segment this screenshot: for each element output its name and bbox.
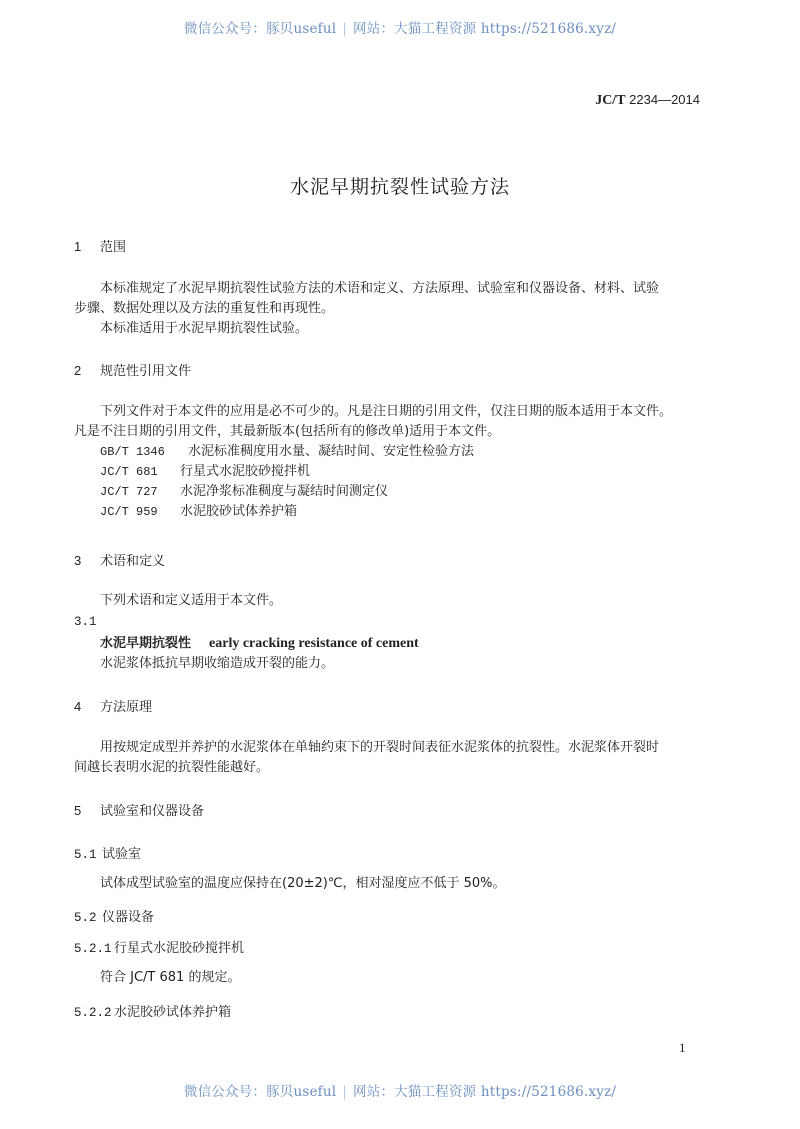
watermark-website: 网站：大猫工程资源 https://521686.xyz/ [353, 1084, 617, 1100]
watermark-wechat: 微信公众号：豚贝useful [183, 1084, 337, 1100]
term-chinese: 水泥早期抗裂性 [100, 636, 192, 651]
section-2-body: 下列文件对于本文件的应用是必不可少的。凡是注日期的引用文件，仅注日期的版本适用于本文件。 凡是不注日期的引用文件，其最新版本(包括所有的修改单)适用于本文件。 GB/T 1346 水泥标准稠度用水量、凝结时间、安定性检验方法 JC/T 681 行星式水泥胶砂搅拌机 JC/T 727 水泥净浆标准稠度与凝结时间测定仪 JC/T 959 水泥胶砂试体养护箱 [74, 402, 714, 522]
watermark-wechat: 微信公众号：豚贝useful [183, 21, 337, 37]
section-5-2-heading: 5.2 仪器设备 [74, 910, 155, 925]
reference-row: GB/T 1346 水泥标准稠度用水量、凝结时间、安定性检验方法 [100, 444, 475, 459]
section-2-heading: 2 规范性引用文件 [74, 363, 192, 379]
section-1-heading: 1 范围 [74, 239, 127, 255]
section-5-1-heading: 5.1 试验室 [74, 847, 142, 862]
standard-prefix: JC/T [595, 93, 626, 108]
section-4-body: 用按规定成型并养护的水泥浆体在单轴约束下的开裂时间表征水泥浆体的抗裂性。水泥浆体开裂时 间越长表明水泥的抗裂性能越好。 [74, 740, 660, 775]
term-definition: 水泥浆体抵抗早期收缩造成开裂的能力。 [100, 656, 335, 671]
section-5-heading: 5 试验室和仪器设备 [74, 803, 205, 819]
reference-row: JC/T 727 水泥净浆标准稠度与凝结时间测定仪 [100, 484, 389, 499]
term-heading [100, 634, 419, 654]
watermark-website: 网站：大猫工程资源 https://521686.xyz/ [353, 21, 617, 37]
section-5-2-1-body: 符合 JC/T 681 的规定。 [100, 970, 241, 985]
standard-number [595, 92, 700, 109]
section-4-heading: 4 方法原理 [74, 699, 153, 715]
reference-row: JC/T 959 水泥胶砂试体养护箱 [100, 504, 298, 519]
page-number: 1 [679, 1040, 686, 1055]
section-5-1-body: 试体成型试验室的温度应保持在(20±2)℃，相对湿度应不低于 50%。 [100, 876, 506, 891]
watermark-bottom [0, 1080, 800, 1100]
watermark-top [0, 17, 800, 37]
term-english: early cracking resistance of cement [209, 636, 419, 651]
watermark-separator: | [342, 21, 348, 37]
reference-row: JC/T 681 行星式水泥胶砂搅拌机 [100, 464, 311, 479]
section-5-2-1-heading: 5.2.1 行星式水泥胶砂搅拌机 [74, 941, 245, 956]
standard-code: 2234—2014 [629, 92, 700, 107]
watermark-separator: | [342, 1084, 348, 1100]
section-5-2-2-heading: 5.2.2 水泥胶砂试体养护箱 [74, 1005, 232, 1020]
term-number: 3.1 [74, 615, 97, 629]
section-3-heading: 3 术语和定义 [74, 553, 166, 569]
document-title: 水泥早期抗裂性试验方法 [289, 176, 510, 198]
section-3-intro: 下列术语和定义适用于本文件。 [100, 593, 283, 608]
section-1-body: 本标准规定了水泥早期抗裂性试验方法的术语和定义、方法原理、试验室和仪器设备、材料、试验 步骤、数据处理以及方法的重复性和再现性。 本标准适用于水泥早期抗裂性试验。 [74, 281, 660, 336]
